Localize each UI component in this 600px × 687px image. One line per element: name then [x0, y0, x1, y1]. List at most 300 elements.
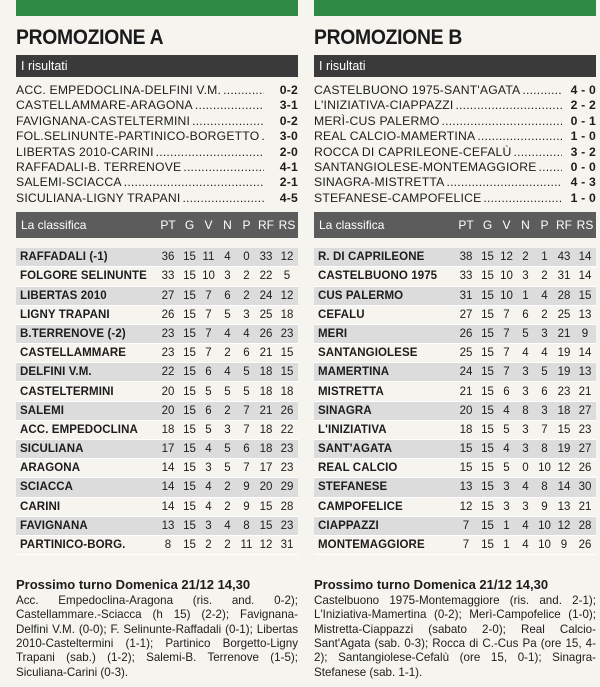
result-row [314, 114, 596, 129]
cell-goals-against: 14 [578, 347, 592, 360]
cell-goals-for: 21 [259, 347, 273, 360]
leader-dots [183, 160, 264, 175]
result-row [16, 98, 298, 113]
table-row [314, 498, 596, 517]
cell-played: 15 [183, 443, 196, 456]
cell-lost: 8 [541, 443, 548, 456]
cell-goals-for: 18 [557, 404, 571, 417]
cell-lost: 1 [541, 251, 548, 264]
col-rs: RS [576, 218, 594, 233]
cell-played: 15 [183, 289, 196, 302]
result-score: 4-1 [279, 159, 298, 174]
table-row [16, 363, 298, 382]
table-row [314, 363, 596, 382]
cell-lost: 10 [538, 462, 551, 475]
cell-points: 13 [161, 519, 175, 532]
col-rs: RS [278, 218, 296, 233]
table-row [314, 306, 596, 325]
cell-played: 15 [183, 251, 196, 264]
result-score: 4-5 [279, 190, 298, 205]
leader-dots [442, 114, 562, 129]
cell-won: 5 [503, 462, 510, 475]
cell-goals-against: 27 [578, 404, 592, 417]
cell-points: 17 [161, 443, 175, 456]
cell-points: 26 [161, 308, 175, 321]
cell-played: 15 [481, 539, 494, 552]
cell-goals-against: 26 [280, 404, 294, 417]
result-score: 4 - 3 [570, 175, 596, 190]
team-name: CASTELTERMINI [20, 385, 114, 398]
result-row [314, 83, 596, 98]
team-name: ARAGONA [20, 462, 81, 475]
cell-goals-for: 21 [259, 404, 273, 417]
table-row [314, 421, 596, 440]
cell-points: 14 [161, 462, 175, 475]
col-v: V [502, 218, 511, 233]
result-row [314, 160, 596, 175]
team-name: SCIACCA [20, 481, 74, 494]
cell-goals-against: 23 [280, 462, 294, 475]
cell-played: 15 [481, 404, 494, 417]
cell-drawn: 2 [224, 347, 231, 360]
leader-dots [192, 114, 264, 129]
next-round-fixtures: Castelbuono 1975-Montemaggiore (ris. and. 2-1); L'Iniziativa-Mamertina (0-2); Merì-Campofelice (1-0); Mistretta-Ciappazzi (sabato 2-0); Real Calcio-Sant'Agata (sab. 0-3); Rocca di C.-Cus Pa (ore 15, 4-2); Santangiolese-Cefalù (ore 15, 0-1); Sinagra-Stefanese (sab. 1-1). [314, 594, 596, 679]
cell-goals-for: 20 [259, 481, 273, 494]
cell-won: 10 [500, 289, 513, 302]
cell-goals-for: 19 [557, 347, 571, 360]
result-match: STEFANESE-CAMPOFELICE [314, 190, 482, 205]
leader-dots [124, 175, 264, 190]
team-name: FOLGORE SELINUNTE [20, 270, 147, 283]
team-name: CUS PALERMO [318, 289, 404, 302]
cell-points: 20 [161, 404, 175, 417]
cell-lost: 2 [243, 289, 250, 302]
cell-lost: 6 [243, 347, 250, 360]
result-match: FAVIGNANA-CASTELTERMINI [16, 113, 191, 128]
leader-dots [156, 145, 264, 160]
team-name: CIAPPAZZI [318, 519, 379, 532]
leader-dots [477, 129, 562, 144]
table-row [314, 344, 596, 363]
result-row [16, 145, 298, 160]
cell-goals-against: 26 [578, 539, 592, 552]
cell-points: 36 [161, 251, 175, 264]
cell-lost: 2 [541, 270, 548, 283]
cell-goals-against: 21 [578, 385, 592, 398]
cell-points: 26 [459, 327, 473, 340]
team-name: SINAGRA [318, 404, 372, 417]
cell-goals-against: 23 [280, 327, 294, 340]
cell-points: 33 [161, 270, 175, 283]
cell-played: 15 [481, 443, 494, 456]
cell-played: 15 [481, 366, 494, 379]
col-rf: RF [556, 218, 572, 233]
cell-goals-against: 13 [578, 366, 592, 379]
leader-dots [522, 83, 562, 98]
col-pt: PT [160, 218, 176, 233]
cell-points: 15 [459, 443, 473, 456]
team-name: ACC. EMPEDOCLINA [20, 423, 138, 436]
cell-won: 4 [205, 500, 212, 513]
green-top-bar [314, 0, 596, 16]
result-match: SICULIANA-LIGNY TRAPANI [16, 190, 181, 205]
cell-played: 15 [183, 500, 196, 513]
cell-drawn: 1 [522, 289, 529, 302]
cell-points: 18 [161, 423, 175, 436]
next-round-title: Prossimo turno Domenica 21/12 14,30 [16, 577, 251, 593]
cell-won: 3 [205, 519, 212, 532]
result-score: 1 - 0 [570, 129, 596, 144]
cell-lost: 4 [541, 347, 548, 360]
cell-played: 15 [183, 481, 196, 494]
table-row [16, 267, 298, 286]
cell-lost: 4 [243, 327, 250, 340]
column-promozione-a [16, 0, 298, 680]
cell-goals-for: 18 [259, 385, 273, 398]
cell-points: 8 [164, 539, 172, 552]
cell-points: 27 [459, 308, 473, 321]
table-row [16, 325, 298, 344]
table-row [16, 536, 298, 555]
result-row [16, 160, 298, 175]
cell-drawn: 3 [522, 270, 529, 283]
cell-lost: 7 [541, 423, 548, 436]
cell-goals-for: 15 [259, 519, 273, 532]
cell-goals-against: 23 [280, 443, 294, 456]
cell-drawn: 2 [224, 404, 231, 417]
cell-goals-against: 28 [280, 500, 294, 513]
cell-played: 15 [481, 308, 494, 321]
results-header: I risultati [16, 55, 298, 77]
standings-table [16, 248, 298, 555]
team-name: MERÌ [318, 327, 348, 340]
cell-lost: 10 [538, 539, 551, 552]
result-score: 2 - 2 [570, 98, 596, 113]
cell-drawn: 3 [522, 423, 529, 436]
result-score: 0 - 1 [570, 113, 596, 128]
team-name: L'INIZIATIVA [318, 423, 387, 436]
cell-lost: 8 [541, 481, 548, 494]
cell-goals-against: 14 [578, 270, 592, 283]
cell-points: 13 [459, 481, 473, 494]
cell-goals-for: 19 [557, 443, 571, 456]
cell-goals-for: 22 [259, 270, 273, 283]
cell-goals-for: 31 [557, 270, 571, 283]
cell-drawn: 3 [522, 500, 529, 513]
cell-won: 2 [205, 539, 212, 552]
cell-lost: 4 [541, 289, 548, 302]
cell-drawn: 8 [522, 404, 529, 417]
cell-won: 7 [503, 347, 510, 360]
leader-dots [446, 175, 562, 190]
table-row [16, 421, 298, 440]
cell-goals-against: 31 [280, 539, 294, 552]
cell-lost: 3 [541, 404, 548, 417]
table-row [314, 382, 596, 401]
cell-goals-against: 26 [578, 462, 592, 475]
cell-lost: 3 [243, 308, 250, 321]
table-row [314, 536, 596, 555]
leader-dots [483, 191, 562, 206]
result-match: ACC. EMPEDOCLINA-DELFINI V.M. [16, 83, 222, 97]
team-name: REAL CALCIO [318, 462, 398, 475]
table-row [16, 306, 298, 325]
team-name: CARINI [20, 500, 61, 513]
team-name: B.TERRENOVE (-2) [20, 327, 126, 340]
cell-played: 15 [481, 347, 494, 360]
cell-points: 23 [161, 347, 175, 360]
table-row [16, 440, 298, 459]
cell-drawn: 4 [522, 539, 529, 552]
cell-goals-against: 28 [578, 519, 592, 532]
cell-won: 7 [205, 289, 212, 302]
cell-goals-against: 18 [280, 385, 294, 398]
table-row [314, 517, 596, 536]
table-row [16, 459, 298, 478]
cell-goals-against: 18 [280, 308, 294, 321]
cell-played: 15 [183, 404, 196, 417]
cell-points: 31 [459, 289, 473, 302]
result-match: REAL CALCIO-MAMERTINA [314, 129, 476, 144]
cell-points: 7 [462, 519, 470, 532]
cell-drawn: 4 [522, 519, 529, 532]
cell-goals-for: 43 [557, 251, 571, 264]
team-name: STEFANESE [318, 481, 388, 494]
cell-drawn: 4 [522, 347, 529, 360]
team-name: MISTRETTA [318, 385, 384, 398]
cell-won: 6 [205, 404, 212, 417]
result-score: 3-1 [279, 98, 298, 113]
team-name: SANTANGIOLESE [318, 347, 418, 360]
cell-won: 3 [503, 500, 510, 513]
table-row [314, 325, 596, 344]
cell-won: 3 [503, 481, 510, 494]
cell-goals-against: 12 [280, 251, 294, 264]
table-row [314, 248, 596, 267]
cell-goals-against: 15 [578, 289, 592, 302]
cell-played: 15 [481, 519, 494, 532]
col-rf: RF [258, 218, 274, 233]
cell-won: 7 [205, 347, 212, 360]
cell-lost: 5 [243, 366, 250, 379]
cell-goals-against: 30 [578, 481, 592, 494]
result-score: 2-0 [279, 144, 298, 159]
result-match: ROCCA DI CAPRILEONE-CEFALÙ [314, 144, 512, 159]
cell-played: 15 [481, 289, 494, 302]
standings-table [314, 248, 596, 555]
section-title: PROMOZIONE A [16, 26, 164, 49]
result-row [314, 98, 596, 113]
cell-won: 5 [503, 423, 510, 436]
col-pt: PT [458, 218, 474, 233]
cell-lost: 8 [243, 519, 250, 532]
cell-played: 15 [183, 347, 196, 360]
result-match: SALEMI-SCIACCA [16, 175, 122, 190]
cell-drawn: 5 [224, 443, 231, 456]
cell-drawn: 4 [224, 251, 231, 264]
result-row [16, 114, 298, 129]
cell-drawn: 6 [522, 308, 529, 321]
cell-goals-against: 23 [280, 519, 294, 532]
cell-goals-for: 21 [557, 327, 571, 340]
result-row [314, 175, 596, 190]
team-name: DELFINI V.M. [20, 366, 92, 379]
cell-points: 7 [462, 539, 470, 552]
cell-won: 10 [202, 270, 215, 283]
result-match: MERÌ-CUS PALERMO [314, 113, 440, 128]
result-match: L'INIZIATIVA-CIAPPAZZI [314, 98, 454, 113]
table-row [16, 478, 298, 497]
result-match: CASTELLAMMARE-ARAGONA [16, 98, 193, 113]
leader-dots [261, 129, 264, 144]
cell-lost: 5 [243, 385, 250, 398]
leader-dots [514, 145, 562, 160]
cell-won: 7 [503, 308, 510, 321]
cell-won: 6 [503, 385, 510, 398]
cell-won: 4 [503, 443, 510, 456]
next-round-fixtures: Acc. Empedoclina-Aragona (ris. and. 0-2); Castellammare.-Sciacca (h 15) (2-2); Favignana-Delfini V.M. (0-0); F. Selinunte-Raffadali (0-1); Libertas 2010-Casteltermini (1-1); Partinico Borgetto-Ligny Trapani (sab.) (1-2); Salemi-B. Terrenove (1-5); Siculiana-Carini (0-3). [16, 594, 298, 679]
cell-goals-for: 24 [259, 289, 273, 302]
cell-goals-for: 25 [259, 308, 273, 321]
cell-points: 15 [459, 462, 473, 475]
cell-goals-for: 17 [259, 462, 273, 475]
table-row [314, 440, 596, 459]
team-name: LIBERTAS 2010 [20, 289, 107, 302]
cell-played: 15 [481, 270, 494, 283]
standings-label: La classifica [21, 218, 87, 233]
result-score: 0-2 [279, 83, 298, 97]
cell-drawn: 3 [224, 423, 231, 436]
cell-lost: 11 [240, 539, 253, 552]
standings-header [314, 212, 596, 238]
col-p: P [540, 218, 549, 233]
cell-goals-for: 23 [557, 385, 571, 398]
table-row [16, 402, 298, 421]
result-match: FOL.SELINUNTE-PARTINICO-BORGETTO [16, 129, 260, 144]
cell-lost: 2 [243, 270, 250, 283]
table-row [314, 402, 596, 421]
result-score: 1 - 0 [570, 190, 596, 205]
leader-dots [539, 160, 562, 175]
cell-goals-against: 29 [280, 481, 294, 494]
cell-won: 6 [205, 366, 212, 379]
team-name: CEFALÙ [318, 308, 365, 321]
result-match: CASTELBUONO 1975-SANT'AGATA [314, 83, 521, 97]
cell-goals-for: 18 [259, 423, 273, 436]
cell-goals-against: 23 [578, 423, 592, 436]
result-score: 2-1 [279, 175, 298, 190]
cell-points: 20 [459, 404, 473, 417]
col-g: G [482, 218, 493, 233]
cell-points: 14 [161, 500, 175, 513]
cell-lost: 7 [243, 423, 250, 436]
team-name: SALEMI [20, 404, 65, 417]
cell-won: 7 [503, 327, 510, 340]
result-match: LIBERTAS 2010-CARINI [16, 144, 154, 159]
table-row [16, 344, 298, 363]
cell-drawn: 0 [522, 462, 529, 475]
cell-drawn: 4 [522, 481, 529, 494]
cell-won: 10 [500, 270, 513, 283]
cell-won: 4 [205, 443, 212, 456]
cell-goals-for: 15 [557, 423, 571, 436]
cell-points: 33 [459, 270, 473, 283]
cell-won: 5 [205, 385, 212, 398]
cell-points: 12 [459, 500, 473, 513]
cell-points: 20 [161, 385, 175, 398]
cell-won: 11 [202, 251, 215, 264]
cell-played: 15 [183, 385, 196, 398]
cell-won: 7 [205, 308, 212, 321]
result-match: SINAGRA-MISTRETTA [314, 175, 445, 190]
cell-goals-for: 13 [557, 500, 571, 513]
cell-drawn: 4 [224, 327, 231, 340]
cell-goals-against: 14 [578, 251, 592, 264]
cell-won: 1 [503, 539, 510, 552]
cell-won: 1 [503, 519, 510, 532]
cell-lost: 10 [538, 519, 551, 532]
cell-lost: 7 [243, 404, 250, 417]
result-row [314, 191, 596, 206]
column-promozione-b [314, 0, 596, 680]
cell-goals-for: 12 [259, 539, 273, 552]
cell-drawn: 2 [224, 500, 231, 513]
cell-lost: 9 [243, 481, 250, 494]
cell-drawn: 4 [224, 519, 231, 532]
team-name: CASTELBUONO 1975 [318, 270, 438, 283]
cell-points: 24 [459, 366, 473, 379]
cell-drawn: 4 [224, 366, 231, 379]
cell-played: 15 [183, 308, 196, 321]
cell-drawn: 5 [522, 327, 529, 340]
result-match: SANTANGIOLESE-MONTEMAGGIORE [314, 159, 537, 174]
result-score: 3-0 [279, 129, 298, 144]
result-row [314, 145, 596, 160]
cell-goals-against: 9 [581, 327, 589, 340]
cell-lost: 9 [243, 500, 250, 513]
col-p: P [242, 218, 251, 233]
cell-played: 15 [183, 270, 196, 283]
results-list [314, 83, 596, 206]
cell-played: 15 [183, 539, 196, 552]
col-n: N [223, 218, 232, 233]
cell-drawn: 3 [522, 385, 529, 398]
cell-lost: 9 [541, 500, 548, 513]
cell-won: 7 [503, 366, 510, 379]
cell-goals-against: 15 [280, 366, 294, 379]
team-name: LIGNY TRAPANI [20, 308, 110, 321]
cell-goals-for: 19 [557, 366, 571, 379]
cell-goals-for: 28 [557, 289, 571, 302]
team-name: SANT'AGATA [318, 443, 393, 456]
result-match: RAFFADALI-B. TERRENOVE [16, 159, 182, 174]
cell-drawn: 3 [522, 366, 529, 379]
cell-goals-against: 5 [283, 270, 291, 283]
table-row [16, 248, 298, 267]
cell-points: 23 [161, 327, 175, 340]
cell-drawn: 5 [224, 308, 231, 321]
cell-drawn: 3 [522, 443, 529, 456]
cell-won: 3 [205, 462, 212, 475]
leader-dots [182, 191, 264, 206]
cell-points: 18 [459, 423, 473, 436]
cell-goals-for: 25 [557, 308, 571, 321]
cell-won: 7 [205, 327, 212, 340]
cell-points: 21 [459, 385, 473, 398]
cell-lost: 3 [541, 327, 548, 340]
cell-points: 25 [459, 347, 473, 360]
results-list [16, 83, 298, 206]
